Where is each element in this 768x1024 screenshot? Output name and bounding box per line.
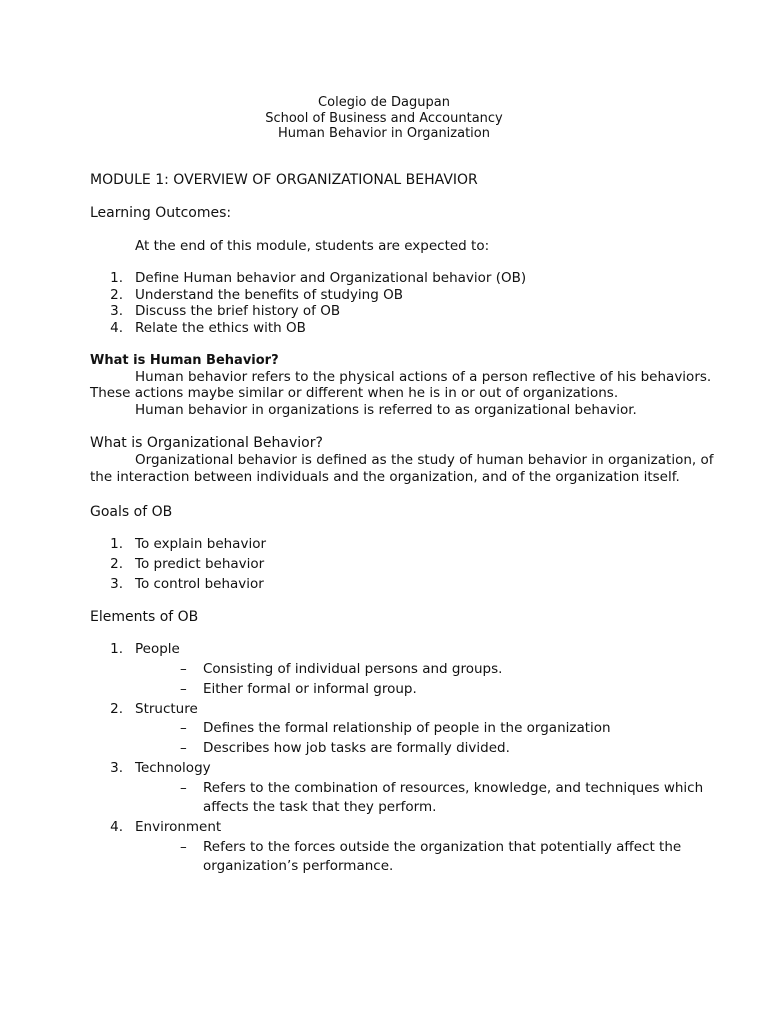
dash-bullet: – (180, 780, 187, 796)
outcome-number: 2. (110, 287, 123, 303)
human-behavior-text: Human behavior in organizations is referred to as organizational behavior. (135, 402, 637, 418)
goals-heading: Goals of OB (90, 504, 173, 520)
element-item: People (135, 641, 180, 657)
element-detail: Refers to the combination of resources, knowledge, and techniques which (203, 780, 704, 796)
learning-outcomes-intro: At the end of this module, students are expected to: (135, 238, 490, 254)
human-behavior-text: Human behavior refers to the physical actions of a person reflective of his behaviors. (135, 369, 712, 385)
elements-heading: Elements of OB (90, 609, 199, 625)
outcome-item: Define Human behavior and Organizational behavior (OB) (135, 270, 527, 286)
goal-item: To predict behavior (135, 556, 265, 572)
outcome-item: Understand the benefits of studying OB (135, 287, 403, 303)
element-detail: Either formal or informal group. (203, 681, 417, 697)
dash-bullet: – (180, 661, 187, 677)
element-number: 2. (110, 701, 123, 717)
goal-item: To explain behavior (135, 536, 267, 552)
course-title: Human Behavior in Organization (278, 126, 490, 141)
org-behavior-text: Organizational behavior is defined as the study of human behavior in organization, of (135, 452, 714, 468)
school-name: Colegio de Dagupan (318, 95, 450, 110)
element-item: Technology (135, 760, 211, 776)
outcome-item: Discuss the brief history of OB (135, 303, 341, 319)
module-title: MODULE 1: OVERVIEW OF ORGANIZATIONAL BEHAVIOR (90, 172, 478, 188)
element-detail: Refers to the forces outside the organization that potentially affect the (203, 839, 682, 855)
outcome-number: 1. (110, 270, 123, 286)
goal-item: To control behavior (135, 576, 264, 592)
goal-number: 3. (110, 576, 123, 592)
dash-bullet: – (180, 740, 187, 756)
element-detail: organization’s performance. (203, 858, 394, 874)
org-behavior-heading: What is Organizational Behavior? (90, 435, 323, 451)
element-detail: Describes how job tasks are formally divided. (203, 740, 510, 756)
element-number: 3. (110, 760, 123, 776)
element-detail: Defines the formal relationship of people in the organization (203, 720, 611, 736)
element-detail: affects the task that they perform. (203, 799, 437, 815)
human-behavior-heading: What is Human Behavior? (90, 353, 279, 368)
learning-outcomes-heading: Learning Outcomes: (90, 205, 232, 221)
department-name: School of Business and Accountancy (265, 111, 503, 126)
outcome-number: 4. (110, 320, 123, 336)
element-number: 1. (110, 641, 123, 657)
goal-number: 1. (110, 536, 123, 552)
element-item: Environment (135, 819, 222, 835)
goal-number: 2. (110, 556, 123, 572)
outcome-number: 3. (110, 303, 123, 319)
dash-bullet: – (180, 720, 187, 736)
human-behavior-text: These actions maybe similar or different when he is in or out of organizations. (90, 385, 619, 401)
dash-bullet: – (180, 839, 187, 855)
element-item: Structure (135, 701, 198, 717)
element-detail: Consisting of individual persons and groups. (203, 661, 503, 677)
outcome-item: Relate the ethics with OB (135, 320, 306, 336)
dash-bullet: – (180, 681, 187, 697)
org-behavior-text: the interaction between individuals and the organization, and of the organization itself. (90, 469, 680, 485)
element-number: 4. (110, 819, 123, 835)
